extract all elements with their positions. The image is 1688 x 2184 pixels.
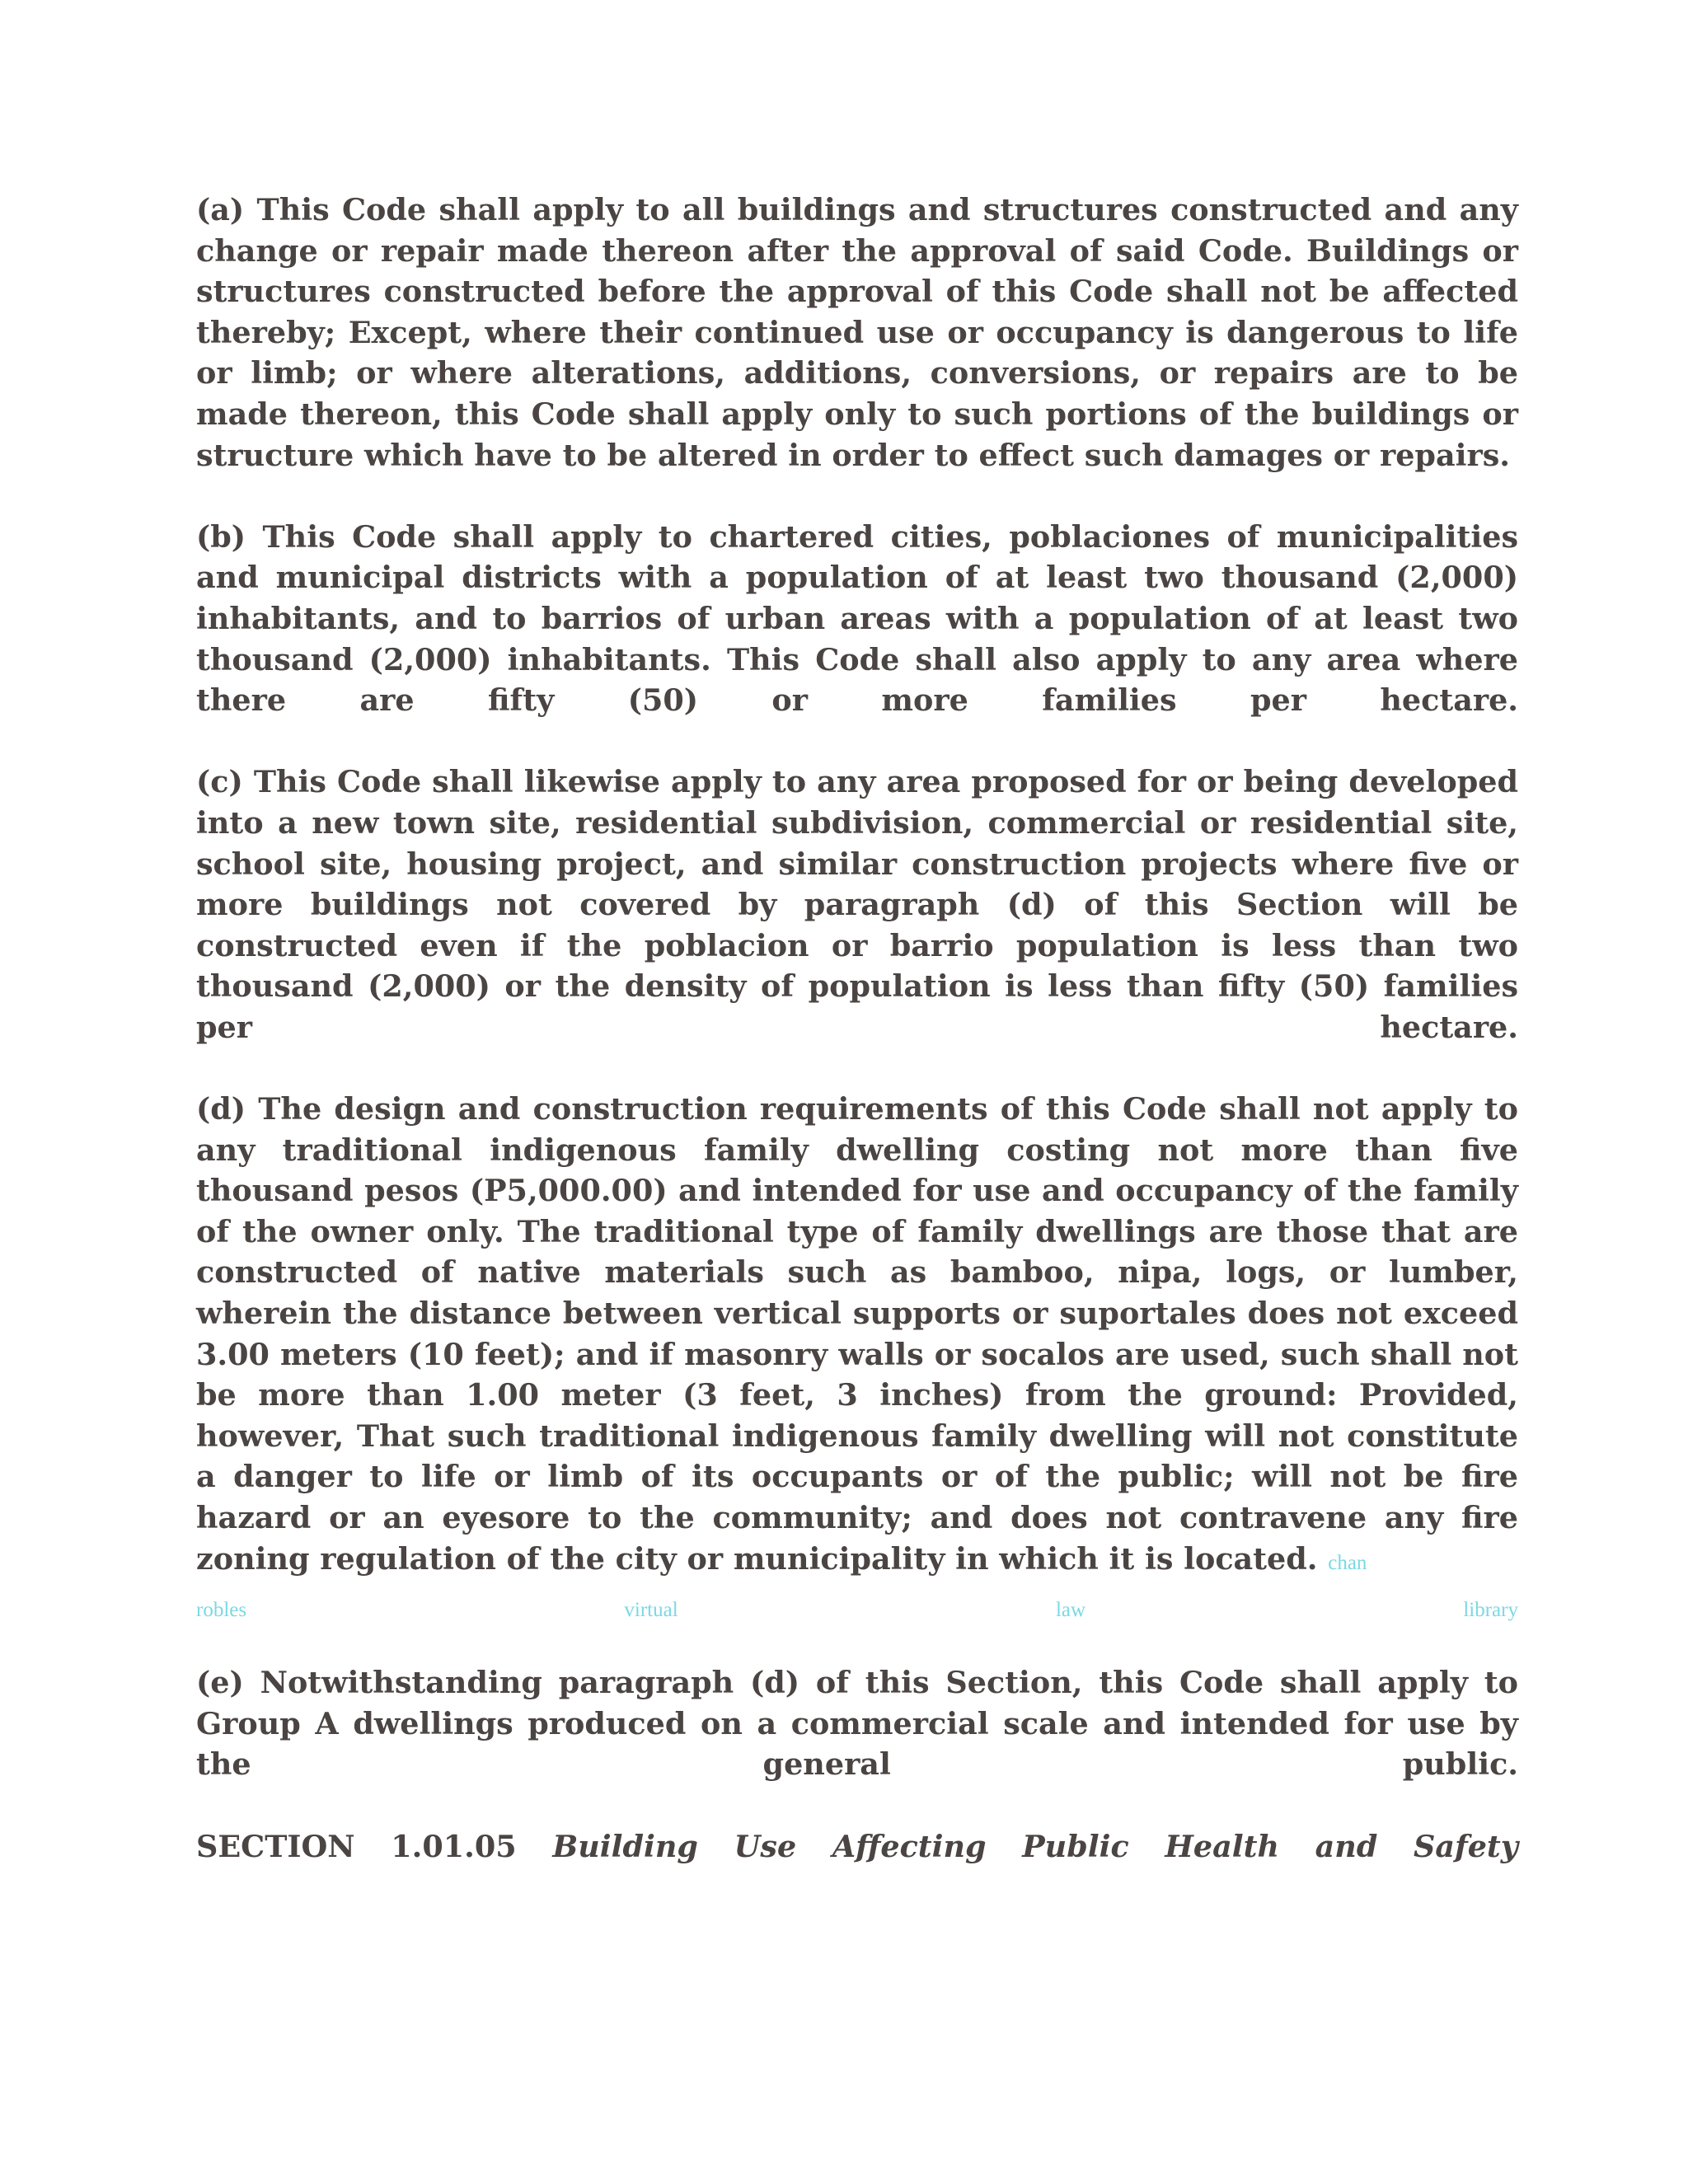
watermark-word-law: law [1055,1599,1086,1622]
paragraph-b: (b) This Code shall apply to chartered cities, poblaciones of municipalities and municipal districts with a population of at least two thousand (2,000) inhabitants, and to barrios of urban areas with a population of at least two thousand (2,000) inhabitants. This Code shall also apply to any area where there are fifty (50) or more families per hectare. [196,518,1518,719]
watermark-word-chan: chan [1328,1551,1367,1574]
paragraph-e: (e) Notwithstanding paragraph (d) of this Section, this Code shall apply to Group A dwellings produced on a commercial scale and intended for use by the general public. [196,1665,1518,1783]
watermark-word-virtual: virtual [624,1599,678,1622]
paragraph-a: (a) This Code shall apply to all buildings and structures constructed and any change or repair made thereon after the approval of said Code. Buildings or structures constructed before the approval of this Code shall not be affected thereby; Except, where their continued use or occupancy is dangerous to life or limb; or where alterations, additions, conversions, or repairs are to be made thereon, this Code shall apply only to such portions of the buildings or structure which have to be altered in order to effect such damages or repairs. [196,192,1518,473]
watermark-line [196,1598,1518,1623]
section-number: SECTION 1.01.05 [196,1828,517,1864]
watermark-word-library: library [1463,1599,1518,1622]
paragraph-d-text: (d) The design and construction requirements of this Code shall not apply to any traditional indigenous family dwelling costing not more than five thousand pesos (P5,000.00) and intended for use and occupancy of the family of the owner only. The traditional type of family dwellings are those that are constructed of native materials such as bamboo, nipa, logs, or lumber, wherein the distance between vertical supports or suportales does not exceed 3.00 meters (10 feet); and if masonry walls or socalos are used, such shall not be more than 1.00 meter (3 feet, 3 inches) from the ground: Provided, however, That such traditional indigenous family dwelling will not constitute a danger to life or limb of its occupants or of the public; will not be fire hazard or an eyesore to the community; and does not contravene any fire zoning regulation of the city or municipality in which it is located. [196,1091,1518,1577]
paragraph-d [196,1089,1518,1583]
watermark-word-robles: robles [196,1599,247,1622]
document-page [196,190,1518,1908]
section-title: Building Use Affecting Public Health and Safety [552,1828,1519,1864]
paragraph-c: (c) This Code shall likewise apply to any area proposed for or being developed into a new town site, residential subdivision, commercial or residential site, school site, housing project, and similar construction projects where five or more buildings not covered by paragraph (d) of this Section will be constructed even if the poblacion or barrio population is less than two thousand (2,000) or the density of population is less than fifty (50) families per hectare. [196,764,1518,1045]
section-heading [196,1826,1518,1868]
